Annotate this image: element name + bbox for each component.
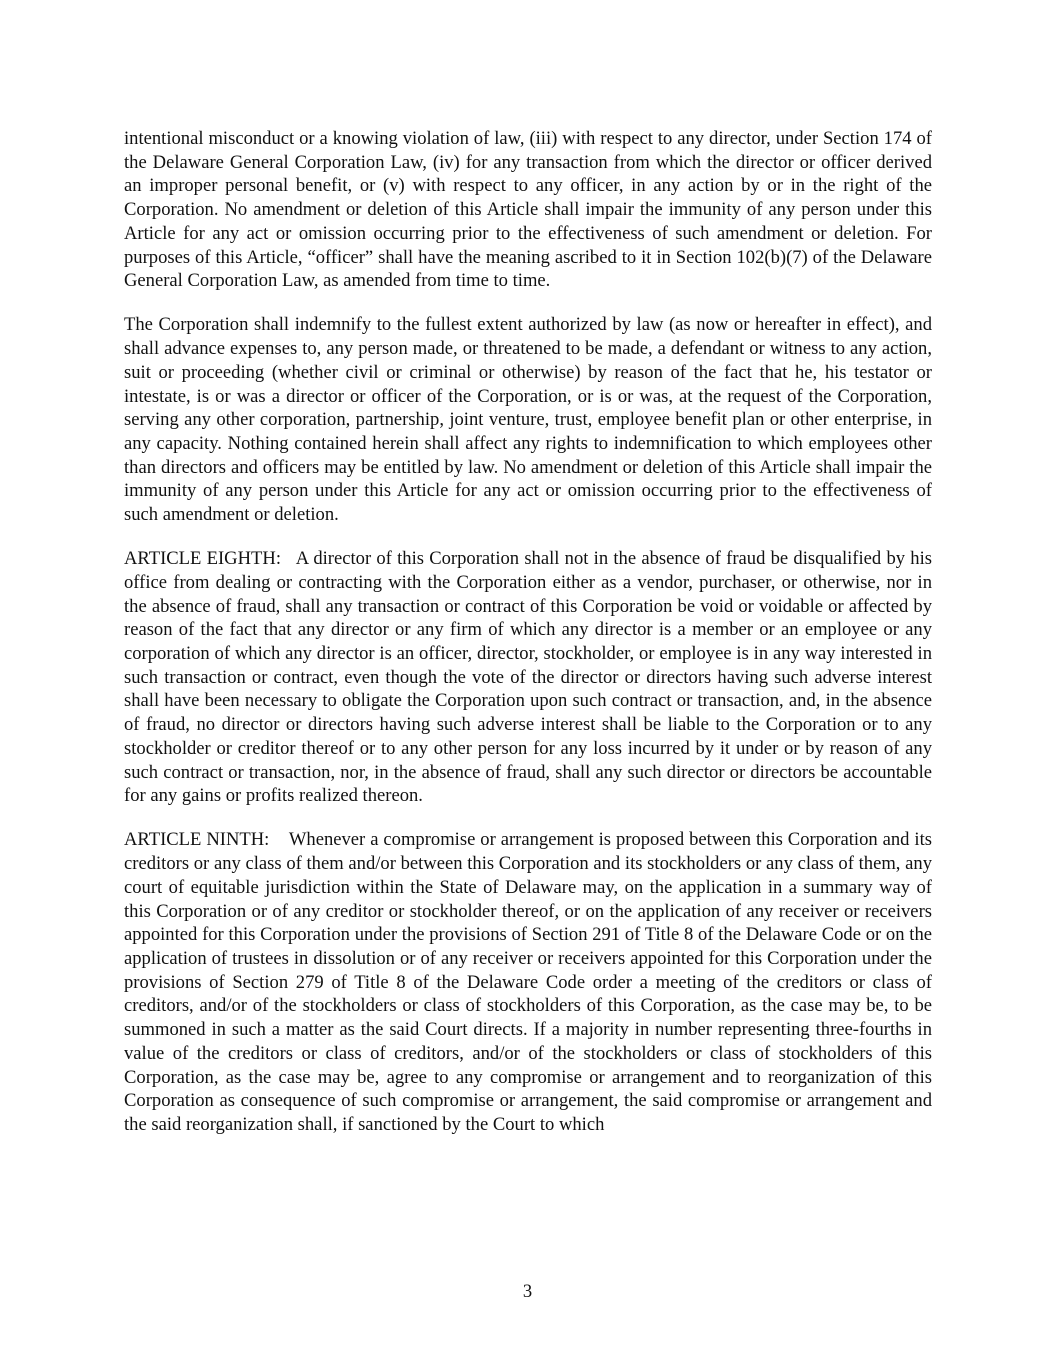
paragraph-text: The Corporation shall indemnify to the fullest extent authorized by law (as now or hereafter in effect), and shall advance expenses to, any person made, or threatened to be made, a defendant or witness to any action, suit or proceeding (whether civil or criminal or otherwise) by reason of the fact that he, his testator or intestate, is or was a director or officer of the Corporation, or is or was, at the request of the Corporation, serving any other corporation, partnership, joint venture, trust, employee benefit plan or other enterprise, in any capacity. Nothing contained herein shall affect any rights to indemnification to which employees other than directors and officers may be entitled by law. No amendment or deletion of this Article shall impair the immunity of any person under this Article for any act or omission occurring prior to the effectiveness of such amendment or deletion. <box>124 314 932 526</box>
paragraph-indemnification <box>124 313 932 526</box>
article-heading: ARTICLE EIGHTH: <box>124 548 296 570</box>
paragraph-article-eighth <box>124 547 932 808</box>
paragraph-text: A director of this Corporation shall not in the absence of fraud be disqualified by his office from dealing or contracting with the Corporation either as a vendor, purchaser, or otherwise, nor in the absence of fraud, shall any transaction or contract of this Corporation be void or voidable or affected by reason of the fact that any director or any firm of which any director is a member or an employee or any corporation of which any director is an officer, director, stockholder, or employee is in any way interested in such transaction or contract, even though the vote of the director or directors having such adverse interest shall have been necessary to obligate the Corporation upon such contract or transaction, and, in the absence of fraud, no director or directors having such adverse interest shall be liable to the Corporation or to any stockholder or creditor thereof or to any other person for any loss incurred by it under or by reason of any such contract or transaction, nor, in the absence of fraud, shall any such director or directors be accountable for any gains or profits realized thereon. <box>124 548 932 807</box>
paragraph-article-ninth <box>124 828 932 1136</box>
page-number: 3 <box>522 1281 533 1302</box>
paragraph-text: Whenever a compromise or arrangement is proposed between this Corporation and its creditors or any class of them and/or between this Corporation and its stockholders or any class of them, any court of equitable jurisdiction within the State of Delaware may, on the application in a summary way of this Corporation or of any creditor or stockholder thereof, or on the application of any receiver or receivers appointed for this Corporation under the provisions of Section 291 of Title 8 of the Delaware Code or on the application of trustees in dissolution or of any receiver or receivers appointed for this Corporation under the provisions of Section 279 of Title 8 of the Delaware Code order a meeting of the creditors or class of creditors, and/or of the stockholders or class of stockholders of this Corporation, as the case may be, to be summoned in such a matter as the said Court directs. If a majority in number representing three-fourths in value of the creditors or class of creditors, and/or of the stockholders or class of stockholders of this Corporation, as the case may be, agree to any compromise or arrangement and to reorganization of this Corporation as consequence of such compromise or arrangement, the said compromise or arrangement and the said reorganization shall, if sanctioned by the Court to which <box>124 829 932 1135</box>
document-page <box>124 127 932 1157</box>
paragraph-liability-continued <box>124 127 932 293</box>
paragraph-text: intentional misconduct or a knowing violation of law, (iii) with respect to any director, under Section 174 of the Delaware General Corporation Law, (iv) for any transaction from which the director or officer derived an improper personal benefit, or (v) with respect to any officer, in any action by or in the right of the Corporation. No amendment or deletion of this Article shall impair the immunity of any person under this Article for any act or omission occurring prior to the effectiveness of such amendment or deletion. For purposes of this Article, “officer” shall have the meaning ascribed to it in Section 102(b)(7) of the Delaware General Corporation Law, as amended from time to time. <box>124 128 932 292</box>
article-heading: ARTICLE NINTH: <box>124 829 289 851</box>
